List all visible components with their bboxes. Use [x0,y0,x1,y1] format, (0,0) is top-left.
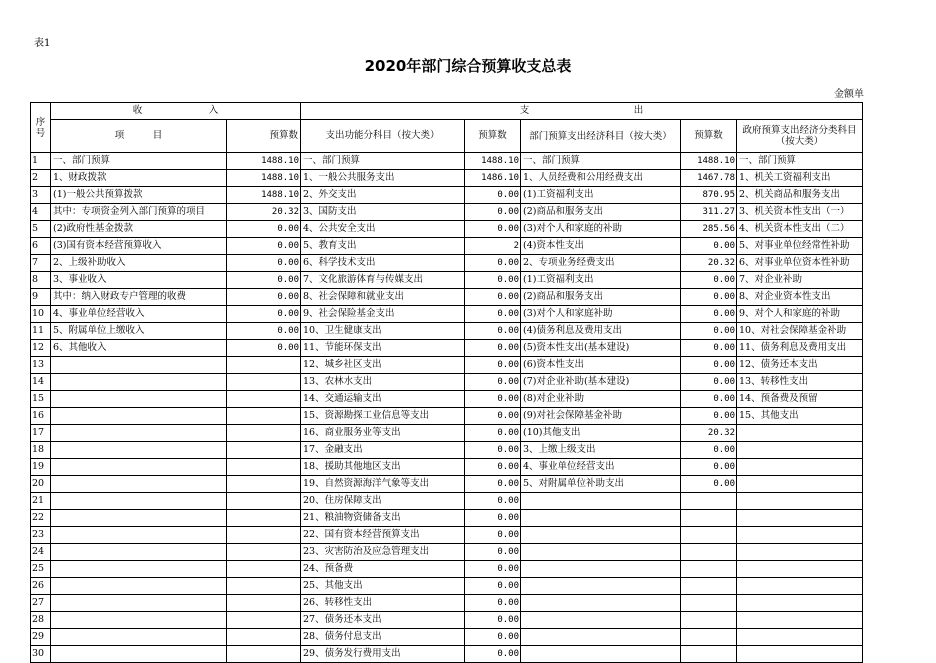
table-row [31,323,863,340]
table-row [31,374,863,391]
table-row [31,238,863,255]
gov-econ-item-cell [737,612,863,629]
func-amount-cell: 0.00 [465,357,521,374]
income-item-cell: 2、上级补助收入 [51,255,227,272]
income-amount-cell: 20.32 [227,204,301,221]
func-item-cell: 一、部门预算 [301,153,465,170]
income-item-cell: 一、部门预算 [51,153,227,170]
func-item-cell: 23、灾害防治及应急管理支出 [301,544,465,561]
income-amount-cell: 1488.10 [227,170,301,187]
dept-econ-item-cell: (4)债务利息及费用支出 [521,323,681,340]
table-row [31,391,863,408]
func-item-cell: 13、农林水支出 [301,374,465,391]
gov-econ-item-cell [737,578,863,595]
header-item: 项 目 [51,120,227,153]
dept-econ-amount-cell [681,510,737,527]
dept-econ-item-cell [521,612,681,629]
income-item-cell: (1)一般公共预算拨款 [51,187,227,204]
dept-econ-item-cell: (3)对个人和家庭的补助 [521,221,681,238]
income-amount-cell: 1488.10 [227,153,301,170]
func-amount-cell: 0.00 [465,374,521,391]
dept-econ-amount-cell [681,629,737,646]
income-amount-cell [227,442,301,459]
gov-econ-item-cell: 9、对个人和家庭的补助 [737,306,863,323]
table-row [31,442,863,459]
seq-cell: 16 [31,408,51,425]
seq-cell: 23 [31,527,51,544]
gov-econ-item-cell [737,425,863,442]
header-func: 支出功能分科目（按大类） [301,120,465,153]
gov-econ-item-cell [737,476,863,493]
table-row [31,408,863,425]
income-item-cell [51,595,227,612]
table-number-label: 表1 [34,38,51,49]
dept-econ-amount-cell [681,493,737,510]
dept-econ-item-cell: 一、部门预算 [521,153,681,170]
func-item-cell: 7、文化旅游体育与传媒支出 [301,272,465,289]
func-amount-cell: 0.00 [465,646,521,663]
gov-econ-item-cell [737,442,863,459]
income-amount-cell: 0.00 [227,272,301,289]
func-item-cell: 14、交通运输支出 [301,391,465,408]
income-item-cell [51,561,227,578]
dept-econ-amount-cell: 0.00 [681,238,737,255]
income-amount-cell: 0.00 [227,255,301,272]
income-amount-cell [227,476,301,493]
func-amount-cell: 0.00 [465,459,521,476]
income-amount-cell [227,425,301,442]
seq-cell: 29 [31,629,51,646]
table-row [31,204,863,221]
income-amount-cell [227,357,301,374]
func-item-cell: 24、预备费 [301,561,465,578]
dept-econ-item-cell [521,510,681,527]
dept-econ-item-cell: 1、人员经费和公用经费支出 [521,170,681,187]
header-seq: 序号 [31,103,51,153]
dept-econ-item-cell: (1)工资福利支出 [521,187,681,204]
income-amount-cell [227,408,301,425]
dept-econ-item-cell: (5)资本性支出(基本建设) [521,340,681,357]
seq-cell: 3 [31,187,51,204]
dept-econ-item-cell: 4、事业单位经营支出 [521,459,681,476]
header-budget-func: 预算数 [465,120,521,153]
table-row [31,170,863,187]
dept-econ-item-cell: (6)资本性支出 [521,357,681,374]
header-expense: 支 出 [301,103,863,120]
gov-econ-item-cell: 7、对企业补助 [737,272,863,289]
income-item-cell [51,527,227,544]
seq-cell: 27 [31,595,51,612]
income-amount-cell [227,459,301,476]
income-item-cell [51,612,227,629]
income-item-cell [51,391,227,408]
header-gov-econ: 政府预算支出经济分类科目（按大类） [737,120,863,153]
func-amount-cell: 0.00 [465,612,521,629]
func-item-cell: 11、节能环保支出 [301,340,465,357]
seq-cell: 28 [31,612,51,629]
header-budget-econ: 预算数 [681,120,737,153]
gov-econ-item-cell [737,510,863,527]
dept-econ-item-cell: 5、对附属单位补助支出 [521,476,681,493]
table-row [31,578,863,595]
seq-cell: 14 [31,374,51,391]
table-row [31,510,863,527]
seq-cell: 21 [31,493,51,510]
func-amount-cell: 0.00 [465,391,521,408]
dept-econ-item-cell: 3、上缴上级支出 [521,442,681,459]
dept-econ-amount-cell: 0.00 [681,357,737,374]
table-row [31,646,863,663]
dept-econ-item-cell [521,527,681,544]
gov-econ-item-cell [737,561,863,578]
func-item-cell: 25、其他支出 [301,578,465,595]
income-item-cell [51,408,227,425]
table-row [31,425,863,442]
func-amount-cell: 0.00 [465,595,521,612]
dept-econ-item-cell: (8)对企业补助 [521,391,681,408]
func-amount-cell: 1488.10 [465,153,521,170]
table-row [31,544,863,561]
seq-cell: 10 [31,306,51,323]
table-row [31,459,863,476]
header-dept-econ: 部门预算支出经济科目（按大类） [521,120,681,153]
dept-econ-item-cell: (1)工资福利支出 [521,272,681,289]
seq-cell: 17 [31,425,51,442]
income-item-cell [51,425,227,442]
dept-econ-item-cell [521,595,681,612]
func-item-cell: 17、金融支出 [301,442,465,459]
func-item-cell: 28、债务付息支出 [301,629,465,646]
dept-econ-amount-cell: 0.00 [681,340,737,357]
table-row [31,561,863,578]
dept-econ-item-cell [521,578,681,595]
func-amount-cell: 0.00 [465,306,521,323]
income-item-cell: 其中：专项资金列入部门预算的项目 [51,204,227,221]
income-amount-cell [227,595,301,612]
income-item-cell [51,442,227,459]
dept-econ-amount-cell [681,595,737,612]
func-amount-cell: 0.00 [465,425,521,442]
dept-econ-amount-cell [681,646,737,663]
dept-econ-amount-cell: 0.00 [681,306,737,323]
income-amount-cell [227,374,301,391]
func-item-cell: 19、自然资源海洋气象等支出 [301,476,465,493]
gov-econ-item-cell [737,646,863,663]
income-item-cell [51,544,227,561]
func-amount-cell: 0.00 [465,272,521,289]
func-amount-cell: 0.00 [465,493,521,510]
func-item-cell: 26、转移性支出 [301,595,465,612]
dept-econ-amount-cell: 311.27 [681,204,737,221]
income-item-cell: 6、其他收入 [51,340,227,357]
dept-econ-amount-cell: 0.00 [681,408,737,425]
dept-econ-amount-cell [681,578,737,595]
income-amount-cell [227,561,301,578]
dept-econ-item-cell: (2)商品和服务支出 [521,289,681,306]
dept-econ-item-cell [521,646,681,663]
func-item-cell: 16、商业服务业等支出 [301,425,465,442]
seq-cell: 20 [31,476,51,493]
func-amount-cell: 0.00 [465,561,521,578]
income-amount-cell [227,510,301,527]
income-item-cell [51,646,227,663]
seq-cell: 22 [31,510,51,527]
income-item-cell [51,493,227,510]
func-item-cell: 29、债务发行费用支出 [301,646,465,663]
header-row-1 [31,103,863,120]
income-amount-cell [227,493,301,510]
dept-econ-amount-cell: 0.00 [681,289,737,306]
func-item-cell: 22、国有资本经营预算支出 [301,527,465,544]
gov-econ-item-cell: 14、预备费及预留 [737,391,863,408]
dept-econ-amount-cell: 0.00 [681,459,737,476]
income-item-cell [51,357,227,374]
dept-econ-amount-cell: 0.00 [681,476,737,493]
gov-econ-item-cell: 15、其他支出 [737,408,863,425]
income-item-cell [51,374,227,391]
income-amount-cell [227,646,301,663]
income-item-cell: (2)政府性基金拨款 [51,221,227,238]
table-row [31,255,863,272]
func-item-cell: 2、外交支出 [301,187,465,204]
dept-econ-item-cell [521,493,681,510]
income-amount-cell: 0.00 [227,289,301,306]
func-amount-cell: 0.00 [465,442,521,459]
table-row [31,306,863,323]
func-item-cell: 20、住房保障支出 [301,493,465,510]
seq-cell: 26 [31,578,51,595]
income-item-cell: 5、附属单位上缴收入 [51,323,227,340]
income-amount-cell [227,612,301,629]
dept-econ-item-cell: (7)对企业补助(基本建设) [521,374,681,391]
gov-econ-item-cell: 4、机关资本性支出（二） [737,221,863,238]
table-row [31,476,863,493]
func-amount-cell: 0.00 [465,255,521,272]
gov-econ-item-cell: 6、对事业单位资本性补助 [737,255,863,272]
seq-cell: 5 [31,221,51,238]
func-item-cell: 3、国防支出 [301,204,465,221]
table-row [31,289,863,306]
seq-cell: 7 [31,255,51,272]
table-row [31,595,863,612]
dept-econ-item-cell [521,544,681,561]
dept-econ-item-cell: (4)资本性支出 [521,238,681,255]
table-row [31,612,863,629]
header-income: 收 入 [51,103,301,120]
gov-econ-item-cell: 10、对社会保障基金补助 [737,323,863,340]
func-amount-cell: 0.00 [465,340,521,357]
income-amount-cell: 0.00 [227,323,301,340]
func-item-cell: 12、城乡社区支出 [301,357,465,374]
income-amount-cell: 0.00 [227,340,301,357]
income-item-cell: 1、财政拨款 [51,170,227,187]
gov-econ-item-cell: 3、机关资本性支出（一） [737,204,863,221]
income-item-cell [51,459,227,476]
income-amount-cell [227,629,301,646]
dept-econ-amount-cell: 20.32 [681,255,737,272]
dept-econ-item-cell: (10)其他支出 [521,425,681,442]
gov-econ-item-cell: 11、债务利息及费用支出 [737,340,863,357]
income-item-cell [51,476,227,493]
dept-econ-amount-cell [681,527,737,544]
dept-econ-amount-cell: 20.32 [681,425,737,442]
func-item-cell: 21、粮油物资储备支出 [301,510,465,527]
func-item-cell: 8、社会保障和就业支出 [301,289,465,306]
func-item-cell: 4、公共安全支出 [301,221,465,238]
dept-econ-amount-cell: 0.00 [681,374,737,391]
seq-cell: 19 [31,459,51,476]
table-row [31,153,863,170]
unit-label: 金额单 [834,89,864,100]
seq-cell: 2 [31,170,51,187]
seq-cell: 24 [31,544,51,561]
table-row [31,340,863,357]
header-budget-income: 预算数 [227,120,301,153]
gov-econ-item-cell: 13、转移性支出 [737,374,863,391]
func-item-cell: 27、债务还本支出 [301,612,465,629]
gov-econ-item-cell: 1、机关工资福利支出 [737,170,863,187]
seq-cell: 4 [31,204,51,221]
func-amount-cell: 0.00 [465,629,521,646]
func-amount-cell: 0.00 [465,221,521,238]
seq-cell: 30 [31,646,51,663]
gov-econ-item-cell [737,493,863,510]
table-row [31,493,863,510]
seq-cell: 11 [31,323,51,340]
income-amount-cell: 0.00 [227,306,301,323]
income-amount-cell: 1488.10 [227,187,301,204]
seq-cell: 8 [31,272,51,289]
income-amount-cell [227,391,301,408]
dept-econ-item-cell: (9)对社会保障基金补助 [521,408,681,425]
budget-table [30,102,863,663]
dept-econ-item-cell [521,561,681,578]
dept-econ-item-cell: (3)对个人和家庭补助 [521,306,681,323]
gov-econ-item-cell: 8、对企业资本性支出 [737,289,863,306]
func-amount-cell: 0.00 [465,408,521,425]
table-row [31,527,863,544]
gov-econ-item-cell: 12、债务还本支出 [737,357,863,374]
func-item-cell: 5、教育支出 [301,238,465,255]
dept-econ-amount-cell: 0.00 [681,272,737,289]
dept-econ-amount-cell [681,544,737,561]
table-row [31,629,863,646]
func-amount-cell: 0.00 [465,544,521,561]
dept-econ-item-cell: (2)商品和服务支出 [521,204,681,221]
seq-cell: 12 [31,340,51,357]
income-item-cell [51,510,227,527]
seq-cell: 13 [31,357,51,374]
func-amount-cell: 2 [465,238,521,255]
func-amount-cell: 0.00 [465,578,521,595]
page-title: 2020年部门综合预算收支总表 [364,57,572,75]
func-amount-cell: 0.00 [465,510,521,527]
header-row-2 [31,120,863,153]
income-item-cell: 4、事业单位经营收入 [51,306,227,323]
func-amount-cell: 0.00 [465,204,521,221]
gov-econ-item-cell [737,459,863,476]
table-row [31,272,863,289]
gov-econ-item-cell [737,595,863,612]
dept-econ-item-cell: 2、专项业务经费支出 [521,255,681,272]
income-item-cell [51,629,227,646]
dept-econ-amount-cell: 0.00 [681,391,737,408]
gov-econ-item-cell: 一、部门预算 [737,153,863,170]
income-item-cell: 其中：纳入财政专户管理的收费 [51,289,227,306]
seq-cell: 9 [31,289,51,306]
income-amount-cell [227,544,301,561]
func-item-cell: 18、援助其他地区支出 [301,459,465,476]
income-amount-cell: 0.00 [227,221,301,238]
income-amount-cell [227,527,301,544]
gov-econ-item-cell [737,527,863,544]
table-row [31,357,863,374]
income-amount-cell: 0.00 [227,238,301,255]
dept-econ-amount-cell [681,561,737,578]
seq-cell: 25 [31,561,51,578]
dept-econ-amount-cell: 0.00 [681,442,737,459]
dept-econ-amount-cell: 870.95 [681,187,737,204]
func-amount-cell: 0.00 [465,527,521,544]
dept-econ-amount-cell: 0.00 [681,323,737,340]
gov-econ-item-cell: 5、对事业单位经常性补助 [737,238,863,255]
income-item-cell: (3)国有资本经营预算收入 [51,238,227,255]
seq-cell: 1 [31,153,51,170]
func-amount-cell: 0.00 [465,476,521,493]
income-item-cell [51,578,227,595]
func-amount-cell: 0.00 [465,187,521,204]
dept-econ-item-cell [521,629,681,646]
func-amount-cell: 1486.10 [465,170,521,187]
seq-cell: 15 [31,391,51,408]
table-row [31,221,863,238]
gov-econ-item-cell: 2、机关商品和服务支出 [737,187,863,204]
func-item-cell: 6、科学技术支出 [301,255,465,272]
dept-econ-amount-cell: 285.56 [681,221,737,238]
income-amount-cell [227,578,301,595]
func-item-cell: 15、资源勘探工业信息等支出 [301,408,465,425]
dept-econ-amount-cell: 1488.10 [681,153,737,170]
dept-econ-amount-cell: 1467.78 [681,170,737,187]
gov-econ-item-cell [737,629,863,646]
func-item-cell: 10、卫生健康支出 [301,323,465,340]
func-item-cell: 1、一般公共服务支出 [301,170,465,187]
func-amount-cell: 0.00 [465,323,521,340]
gov-econ-item-cell [737,544,863,561]
func-amount-cell: 0.00 [465,289,521,306]
func-item-cell: 9、社会保险基金支出 [301,306,465,323]
dept-econ-amount-cell [681,612,737,629]
seq-cell: 18 [31,442,51,459]
income-item-cell: 3、事业收入 [51,272,227,289]
seq-cell: 6 [31,238,51,255]
table-row [31,187,863,204]
